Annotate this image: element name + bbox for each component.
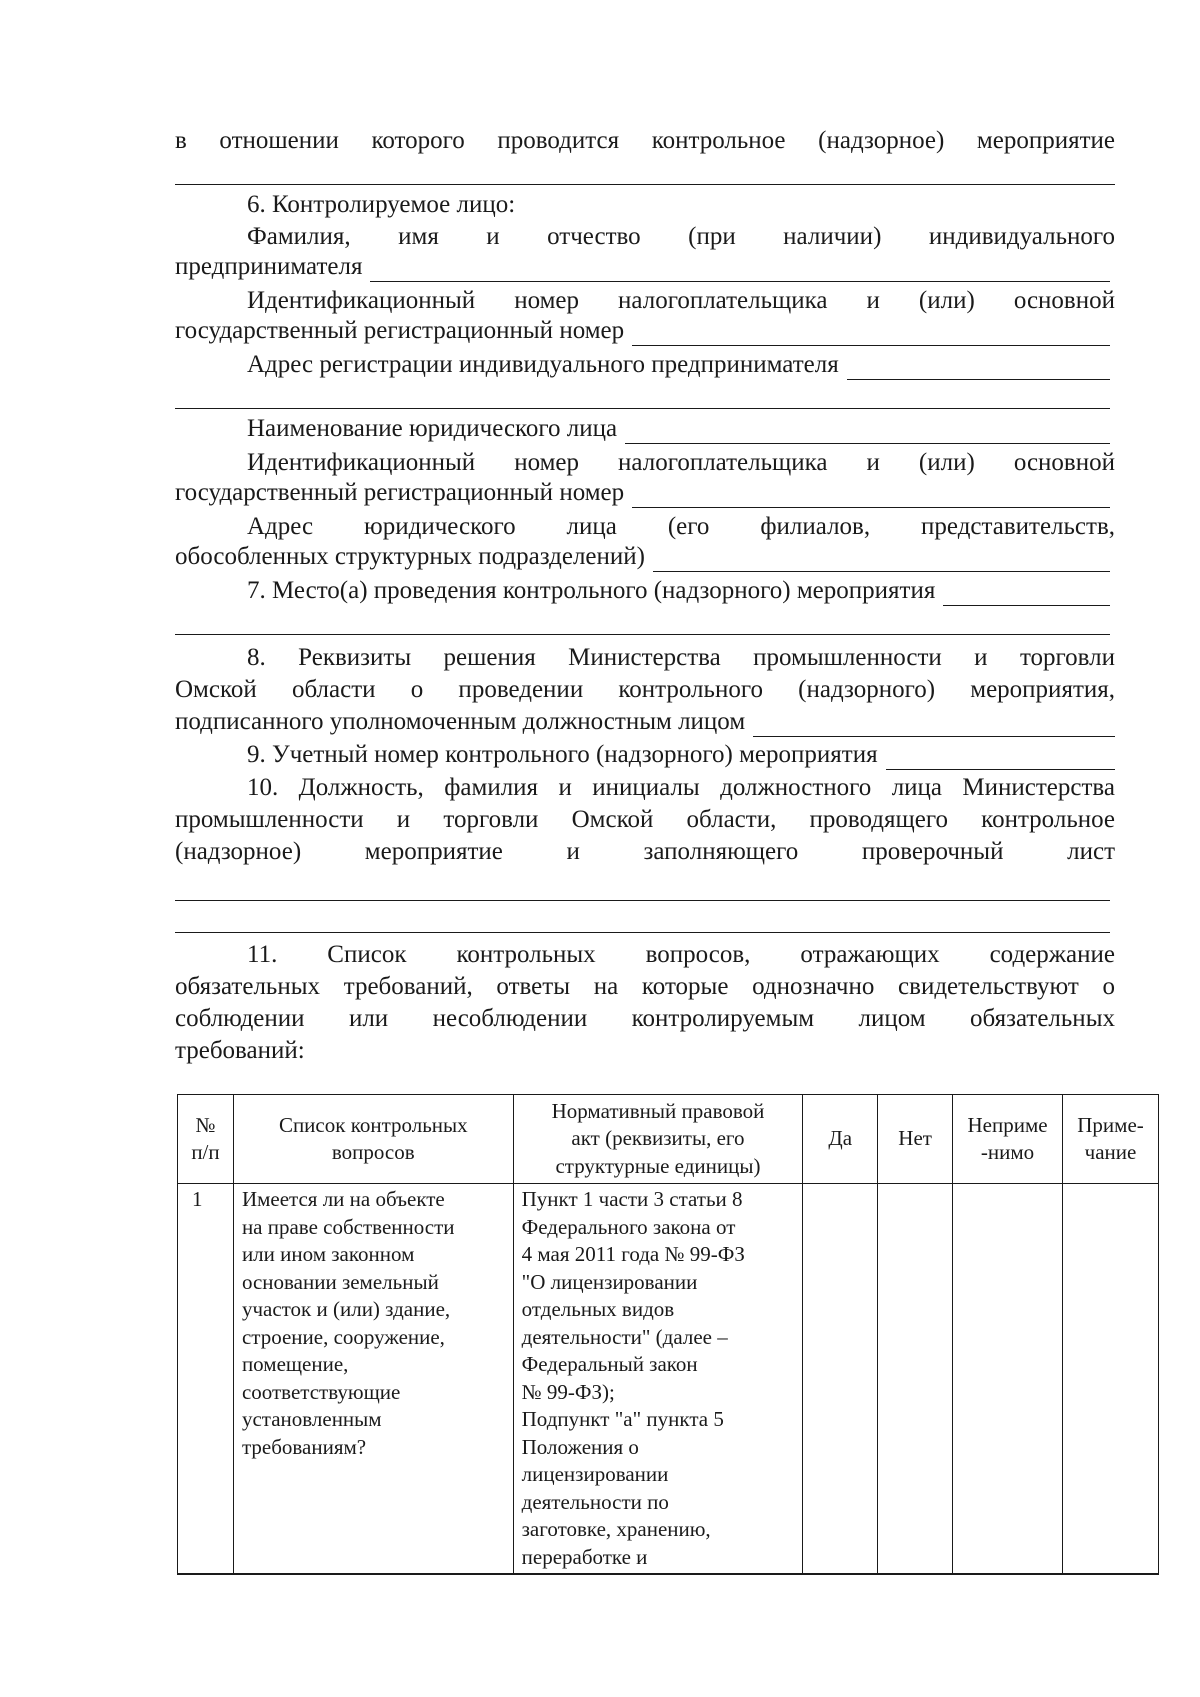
header-no: Нет (878, 1095, 953, 1184)
row-question-line: помещение, (241, 1352, 349, 1376)
decision-label-line2: Омской области о проведении контрольного (надзорного) мероприятия, (175, 676, 1115, 703)
record-number-field (247, 740, 1115, 770)
checklist-intro-line2: обязательных требований, ответы на которые однозначно свидетельствуют о (175, 973, 1115, 1000)
row-question (233, 1184, 513, 1575)
ip-inn-label-line2: государственный регистрационный номер (175, 317, 625, 344)
ip-address-label: Адрес регистрации индивидуального предпринимателя (247, 351, 839, 378)
row-legal-act-line: № 99-ФЗ); (521, 1379, 615, 1404)
checklist-intro-line4: требований: (175, 1037, 305, 1064)
header-number-line1: № (195, 1112, 216, 1137)
org-address-blank[interactable] (653, 547, 1110, 572)
ip-address-blank[interactable] (847, 355, 1110, 380)
ip-name-label-line2: предпринимателя (175, 253, 363, 280)
row-note-cell[interactable] (1063, 1184, 1159, 1575)
decision-label-line1: 8. Реквизиты решения Министерства промышленности и торговли (247, 644, 1115, 671)
row-number: 1 (178, 1184, 234, 1575)
header-not-applicable-line1: Неприме (967, 1112, 1048, 1137)
org-inn-label-line1: Идентификационный номер налогоплательщика и (или) основной (247, 449, 1115, 476)
header-note-line1: Приме- (1077, 1112, 1144, 1137)
venue-blank[interactable] (943, 581, 1110, 606)
row-question-line: установленным (241, 1407, 382, 1431)
row-legal-act-line: Федерального закона от (521, 1214, 736, 1239)
header-not-applicable-line2: -нимо (980, 1140, 1035, 1164)
row-legal-act-line: Подпункт "а" пункта 5 (521, 1407, 724, 1431)
header-legal-act (513, 1095, 803, 1184)
inspector-label-line2: промышленности и торговли Омской области, проводящего контрольное (175, 806, 1115, 833)
row-legal-act-line: Федеральный закон (521, 1352, 698, 1376)
row-legal-act-line: деятельности" (далее – (521, 1324, 728, 1349)
checklist-intro-line1: 11. Список контрольных вопросов, отражающих содержание (247, 941, 1115, 968)
ip-inn-label-line1: Идентификационный номер налогоплательщика и (или) основной (247, 287, 1115, 314)
table-header-row (178, 1095, 1159, 1184)
row-legal-act (513, 1184, 803, 1575)
ip-address-blank-line2[interactable] (175, 408, 1110, 409)
record-number-blank[interactable] (886, 745, 1115, 770)
row-question-line: на праве собственности (241, 1214, 455, 1239)
row-legal-act-line: "О лицензировании (521, 1269, 698, 1294)
row-not-applicable-cell[interactable] (953, 1184, 1063, 1575)
row-yes-cell[interactable] (803, 1184, 878, 1575)
blank-line-intro (175, 184, 1115, 185)
decision-label-line3: подписанного уполномоченным должностным лицом (175, 708, 746, 735)
inspector-label-line1: 10. Должность, фамилия и инициалы должностного лица Министерства (247, 774, 1115, 801)
row-legal-act-line: Положения о (521, 1434, 639, 1459)
header-legal-act-line3: структурные единицы) (555, 1153, 761, 1178)
row-question-line: или ином законном (241, 1242, 415, 1266)
header-note (1063, 1095, 1159, 1184)
row-legal-act-line: Пункт 1 части 3 статьи 8 (521, 1187, 743, 1211)
org-inn-label-line2: государственный регистрационный номер (175, 479, 625, 506)
row-question-line: участок и (или) здание, (241, 1297, 451, 1321)
inspector-blank-1[interactable] (175, 900, 1110, 901)
section-6-title: 6. Контролируемое лицо: (247, 191, 516, 218)
decision-blank[interactable] (753, 712, 1115, 737)
header-number (178, 1095, 234, 1184)
ip-name-field (175, 252, 1110, 282)
venue-label: 7. Место(а) проведения контрольного (надзорного) мероприятия (247, 577, 936, 604)
row-legal-act-line: переработке и (521, 1544, 648, 1569)
record-number-label: 9. Учетный номер контрольного (надзорного) мероприятия (247, 741, 878, 768)
row-question-line: строение, сооружение, (241, 1324, 445, 1349)
ip-address-field (247, 350, 1110, 380)
header-questions (233, 1095, 513, 1184)
org-address-label-line1: Адрес юридического лица (его филиалов, представительств, (247, 513, 1115, 540)
row-legal-act-line: лицензировании (521, 1462, 669, 1486)
ip-inn-blank[interactable] (632, 321, 1110, 346)
ip-inn-field (175, 316, 1110, 346)
header-number-line2: п/п (191, 1140, 220, 1164)
ip-name-blank[interactable] (370, 257, 1110, 282)
row-legal-act-line: отдельных видов (521, 1297, 675, 1321)
org-address-label-line2: обособленных структурных подразделений) (175, 543, 645, 570)
header-legal-act-line2: акт (реквизиты, его (571, 1126, 745, 1151)
table-row (178, 1184, 1159, 1575)
row-no-cell[interactable] (878, 1184, 953, 1575)
org-name-field (247, 414, 1110, 444)
decision-field (175, 707, 1115, 737)
row-question-line: соответствующие (241, 1379, 401, 1404)
row-legal-act-line: заготовке, хранению, (521, 1517, 711, 1541)
header-legal-act-line1: Нормативный правовой (551, 1098, 765, 1123)
header-not-applicable (953, 1095, 1063, 1184)
ip-name-label-line1: Фамилия, имя и отчество (при наличии) индивидуального (247, 223, 1115, 250)
row-question-line: основании земельный (241, 1269, 439, 1294)
org-address-field (175, 542, 1110, 572)
row-legal-act-line: 4 мая 2011 года № 99-ФЗ (521, 1242, 745, 1266)
org-inn-blank[interactable] (632, 483, 1110, 508)
header-note-line2: чание (1084, 1140, 1137, 1164)
venue-blank-line2[interactable] (175, 634, 1110, 635)
checklist-table (177, 1094, 1159, 1575)
row-legal-act-line: деятельности по (521, 1489, 669, 1514)
row-question-line: Имеется ли на объекте (241, 1187, 445, 1211)
org-inn-field (175, 478, 1110, 508)
venue-field (247, 576, 1110, 606)
row-question-line: требованиям? (241, 1434, 367, 1459)
checklist-intro-line3: соблюдении или несоблюдении контролируемым лицом обязательных (175, 1005, 1115, 1032)
header-questions-line2: вопросов (331, 1140, 415, 1164)
header-yes: Да (803, 1095, 878, 1184)
inspector-label-line3: (надзорное) мероприятие и заполняющего проверочный лист (175, 838, 1115, 865)
inspector-blank-2[interactable] (175, 932, 1110, 933)
org-name-label: Наименование юридического лица (247, 415, 618, 442)
org-name-blank[interactable] (625, 419, 1110, 444)
intro-line: в отношении которого проводится контрольное (надзорное) мероприятие (175, 127, 1115, 154)
header-questions-line1: Список контрольных (278, 1112, 468, 1137)
